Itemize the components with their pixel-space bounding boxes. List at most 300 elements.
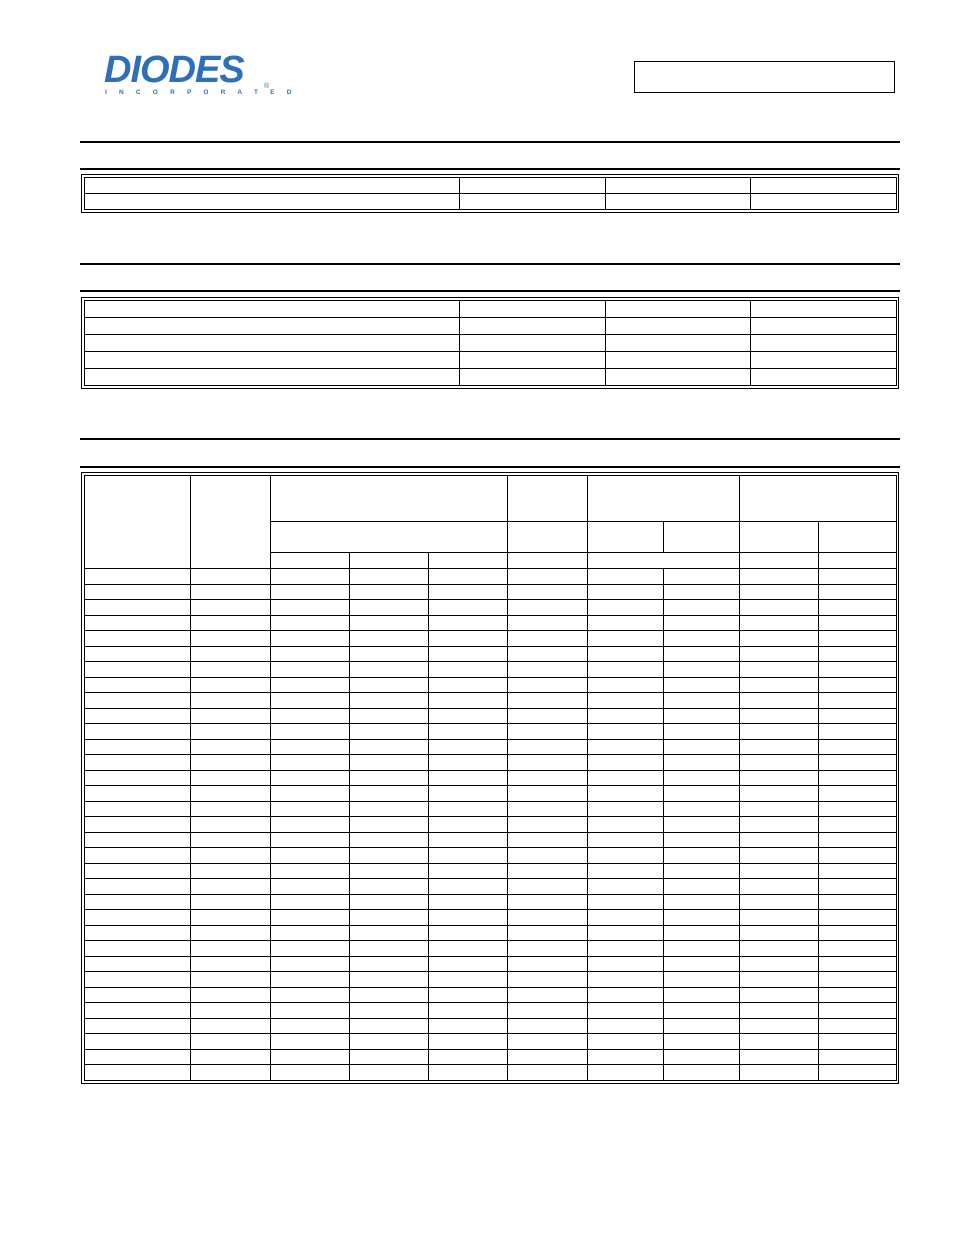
table-cell (350, 724, 429, 740)
table-cell (85, 615, 191, 631)
table-cell (751, 318, 897, 335)
table-cell (85, 369, 460, 386)
table-cell (271, 1003, 350, 1019)
table-row (85, 724, 897, 740)
header-cell (819, 522, 897, 553)
table-cell (191, 879, 271, 895)
section-3-top-rule (80, 438, 900, 440)
table-cell (350, 739, 429, 755)
table-cell (819, 879, 897, 895)
table-cell (508, 646, 588, 662)
table-cell (664, 801, 740, 817)
table-cell (271, 817, 350, 833)
table-cell (508, 879, 588, 895)
table-cell (350, 1003, 429, 1019)
table-cell (271, 739, 350, 755)
table-cell (740, 662, 819, 678)
table-cell (508, 801, 588, 817)
table-row (85, 301, 897, 318)
table-cell (191, 1065, 271, 1081)
table-2 (84, 300, 897, 386)
registered-mark: ® (264, 83, 270, 90)
table-cell (271, 1018, 350, 1034)
table-cell (819, 1003, 897, 1019)
table-cell (588, 786, 664, 802)
table-cell (85, 925, 191, 941)
table-cell (819, 724, 897, 740)
table-cell (429, 646, 508, 662)
table-row (85, 318, 897, 335)
table-cell (191, 801, 271, 817)
table-cell (460, 335, 606, 352)
table-cell (191, 941, 271, 957)
table-cell (819, 631, 897, 647)
table-cell (664, 1003, 740, 1019)
table-row (85, 708, 897, 724)
table-cell (460, 178, 606, 194)
diodes-logo (104, 49, 297, 98)
table-cell (751, 352, 897, 369)
table-cell (819, 1065, 897, 1081)
table-cell (429, 801, 508, 817)
logo-subtitle: I N C O R P O R A T E D (105, 89, 297, 96)
table-cell (508, 662, 588, 678)
table-cell (191, 693, 271, 709)
table-cell (271, 646, 350, 662)
table-cell (429, 817, 508, 833)
table-cell (85, 832, 191, 848)
table-cell (508, 1018, 588, 1034)
table-cell (588, 724, 664, 740)
table-cell (751, 335, 897, 352)
table-cell (664, 941, 740, 957)
table-cell (85, 584, 191, 600)
header-cell (588, 476, 740, 522)
table-cell (85, 301, 460, 318)
table-cell (588, 1034, 664, 1050)
table-cell (271, 631, 350, 647)
table-cell (350, 693, 429, 709)
header-cell (508, 476, 588, 522)
table-cell (588, 987, 664, 1003)
table-cell (664, 956, 740, 972)
table-cell (588, 1049, 664, 1065)
table-cell (508, 569, 588, 585)
table-cell (85, 956, 191, 972)
table-cell (508, 987, 588, 1003)
table-cell (350, 863, 429, 879)
table-cell (588, 662, 664, 678)
table-cell (751, 301, 897, 318)
section-2-top-rule (80, 263, 900, 265)
table-cell (85, 631, 191, 647)
table-cell (819, 863, 897, 879)
table-cell (664, 631, 740, 647)
table-row (85, 817, 897, 833)
table-cell (429, 894, 508, 910)
table-cell (429, 615, 508, 631)
table-row (85, 755, 897, 771)
table-cell (819, 615, 897, 631)
table-cell (85, 646, 191, 662)
table-cell (664, 1018, 740, 1034)
table-cell (819, 1034, 897, 1050)
table-row (85, 956, 897, 972)
table-cell (271, 972, 350, 988)
table-cell (85, 693, 191, 709)
table-cell (350, 569, 429, 585)
header-cell (429, 553, 508, 569)
table-cell (350, 770, 429, 786)
header-cell (819, 553, 897, 569)
table-cell (191, 925, 271, 941)
table-cell (191, 863, 271, 879)
section-2-bottom-rule (80, 290, 900, 292)
table-cell (85, 318, 460, 335)
table-cell (588, 801, 664, 817)
table-row (85, 1049, 897, 1065)
table-cell (429, 739, 508, 755)
table-row (85, 786, 897, 802)
table-cell (508, 600, 588, 616)
table-cell (350, 600, 429, 616)
table-cell (271, 1049, 350, 1065)
table-cell (191, 910, 271, 926)
table-row (85, 972, 897, 988)
table-cell (85, 569, 191, 585)
table-cell (740, 708, 819, 724)
table-cell (664, 848, 740, 864)
table-cell (606, 335, 751, 352)
table-cell (740, 1065, 819, 1081)
table-cell (271, 925, 350, 941)
table-cell (664, 1049, 740, 1065)
table-cell (819, 925, 897, 941)
table-cell (740, 693, 819, 709)
table-cell (819, 646, 897, 662)
table-cell (588, 631, 664, 647)
table-cell (588, 879, 664, 895)
table-cell (191, 600, 271, 616)
table-cell (429, 600, 508, 616)
table-cell (740, 801, 819, 817)
part-number-box (634, 61, 895, 93)
table-cell (508, 910, 588, 926)
table-cell (350, 987, 429, 1003)
table-cell (819, 972, 897, 988)
logo-wordmark: DIODES (104, 49, 244, 91)
table-row (85, 352, 897, 369)
header-cell (740, 476, 897, 522)
table-cell (350, 925, 429, 941)
table-row (85, 615, 897, 631)
table-cell (664, 677, 740, 693)
table-cell (85, 1065, 191, 1081)
table-row (85, 662, 897, 678)
table-cell (429, 832, 508, 848)
table-cell (271, 615, 350, 631)
table-cell (191, 677, 271, 693)
section-1-bottom-rule (80, 168, 900, 170)
section-1-top-rule (80, 141, 900, 143)
table-cell (819, 956, 897, 972)
table-cell (271, 832, 350, 848)
table-cell (740, 848, 819, 864)
table-row (85, 941, 897, 957)
table-cell (664, 910, 740, 926)
table-cell (85, 662, 191, 678)
table-cell (191, 1049, 271, 1065)
table-cell (606, 301, 751, 318)
table-cell (85, 739, 191, 755)
table-row (85, 1034, 897, 1050)
table-cell (350, 956, 429, 972)
table-cell (191, 584, 271, 600)
table-row (85, 600, 897, 616)
table-cell (429, 584, 508, 600)
table-cell (664, 755, 740, 771)
table-cell (429, 693, 508, 709)
table-cell (508, 925, 588, 941)
table-cell (751, 194, 897, 210)
section-3-bottom-rule (80, 466, 900, 468)
table-3 (84, 475, 897, 1081)
table-cell (85, 817, 191, 833)
table-cell (606, 318, 751, 335)
table-cell (271, 693, 350, 709)
table-cell (85, 972, 191, 988)
table-cell (740, 910, 819, 926)
table-cell (85, 677, 191, 693)
table-row (85, 894, 897, 910)
table-cell (85, 178, 460, 194)
table-cell (350, 941, 429, 957)
table-cell (350, 1049, 429, 1065)
table-cell (588, 569, 664, 585)
table-cell (85, 894, 191, 910)
table-cell (664, 925, 740, 941)
table-cell (588, 956, 664, 972)
table-cell (664, 646, 740, 662)
table-row (85, 1003, 897, 1019)
table-cell (740, 584, 819, 600)
table-cell (429, 1065, 508, 1081)
table-cell (191, 724, 271, 740)
header-cell (588, 553, 740, 569)
table-cell (740, 755, 819, 771)
table-cell (85, 987, 191, 1003)
table-cell (819, 755, 897, 771)
table-cell (460, 301, 606, 318)
table-cell (740, 739, 819, 755)
table-row (85, 832, 897, 848)
header-cell (350, 553, 429, 569)
table-cell (751, 369, 897, 386)
table-cell (508, 755, 588, 771)
table-cell (664, 863, 740, 879)
table-cell (85, 755, 191, 771)
table-cell (588, 615, 664, 631)
table-cell (429, 956, 508, 972)
table-cell (664, 693, 740, 709)
table-cell (429, 925, 508, 941)
table-cell (819, 941, 897, 957)
table-cell (606, 194, 751, 210)
table-cell (819, 662, 897, 678)
table-cell (740, 569, 819, 585)
header-cell (740, 522, 819, 553)
table-cell (664, 817, 740, 833)
table-cell (85, 352, 460, 369)
table-cell (740, 677, 819, 693)
table-cell (85, 1034, 191, 1050)
table-row (85, 335, 897, 352)
table-cell (740, 879, 819, 895)
table-cell (819, 848, 897, 864)
table-cell (664, 569, 740, 585)
table-cell (588, 925, 664, 941)
table-cell (191, 615, 271, 631)
table-cell (350, 801, 429, 817)
table-cell (191, 1003, 271, 1019)
table-cell (740, 615, 819, 631)
table-row (85, 677, 897, 693)
table-row (85, 1018, 897, 1034)
table-cell (588, 755, 664, 771)
table-cell (588, 677, 664, 693)
table-cell (85, 1018, 191, 1034)
table-cell (85, 770, 191, 786)
table-cell (740, 925, 819, 941)
table-cell (508, 1003, 588, 1019)
table-row (85, 631, 897, 647)
table-cell (271, 879, 350, 895)
table-cell (271, 600, 350, 616)
table-cell (664, 662, 740, 678)
table-cell (740, 1018, 819, 1034)
table-cell (271, 755, 350, 771)
table-cell (350, 631, 429, 647)
table-cell (508, 739, 588, 755)
table-cell (191, 770, 271, 786)
table-cell (271, 677, 350, 693)
table-cell (271, 1034, 350, 1050)
table-3-frame (81, 472, 899, 1084)
table-row (85, 801, 897, 817)
table-cell (429, 631, 508, 647)
table-row (85, 569, 897, 585)
table-cell (271, 848, 350, 864)
table-cell (429, 708, 508, 724)
table-cell (429, 863, 508, 879)
table-2-frame (81, 297, 899, 389)
table-cell (664, 832, 740, 848)
table-cell (271, 956, 350, 972)
table-cell (588, 693, 664, 709)
table-cell (85, 194, 460, 210)
table-cell (429, 879, 508, 895)
table-cell (271, 770, 350, 786)
table-cell (588, 600, 664, 616)
table-cell (588, 584, 664, 600)
table-cell (85, 724, 191, 740)
table-cell (664, 1065, 740, 1081)
table-cell (85, 941, 191, 957)
table-cell (429, 755, 508, 771)
table-cell (740, 600, 819, 616)
table-cell (588, 708, 664, 724)
table-cell (350, 584, 429, 600)
table-cell (271, 786, 350, 802)
table-cell (508, 677, 588, 693)
table-cell (429, 972, 508, 988)
table-cell (664, 770, 740, 786)
table-cell (588, 1018, 664, 1034)
table-cell (664, 987, 740, 1003)
table-row (85, 848, 897, 864)
header-cell (271, 522, 508, 553)
table-cell (85, 879, 191, 895)
table-cell (740, 941, 819, 957)
table-cell (429, 848, 508, 864)
table-cell (429, 1049, 508, 1065)
table-cell (85, 786, 191, 802)
table-row (85, 693, 897, 709)
table-cell (740, 1034, 819, 1050)
table-cell (508, 956, 588, 972)
table-cell (664, 894, 740, 910)
table-cell (350, 1034, 429, 1050)
table-cell (588, 863, 664, 879)
table-cell (508, 832, 588, 848)
table-cell (588, 1003, 664, 1019)
table-cell (819, 1018, 897, 1034)
table-cell (508, 1049, 588, 1065)
table-cell (588, 848, 664, 864)
table-cell (740, 646, 819, 662)
table-cell (819, 770, 897, 786)
table-cell (508, 584, 588, 600)
table-cell (664, 786, 740, 802)
table-cell (350, 848, 429, 864)
table-cell (271, 894, 350, 910)
table-cell (460, 352, 606, 369)
table-cell (664, 708, 740, 724)
table-cell (191, 817, 271, 833)
table-cell (460, 194, 606, 210)
table-cell (819, 708, 897, 724)
table-cell (429, 662, 508, 678)
table-cell (508, 972, 588, 988)
table-cell (664, 972, 740, 988)
table-row (85, 1065, 897, 1081)
table-cell (508, 941, 588, 957)
table-cell (508, 1034, 588, 1050)
table-cell (740, 894, 819, 910)
table-row (85, 369, 897, 386)
table-cell (429, 1018, 508, 1034)
table-cell (819, 569, 897, 585)
table-cell (508, 708, 588, 724)
table-cell (588, 739, 664, 755)
table-cell (271, 708, 350, 724)
table-cell (271, 724, 350, 740)
table-cell (740, 956, 819, 972)
table-cell (85, 1049, 191, 1065)
table-cell (85, 863, 191, 879)
table-cell (191, 739, 271, 755)
table-cell (350, 615, 429, 631)
